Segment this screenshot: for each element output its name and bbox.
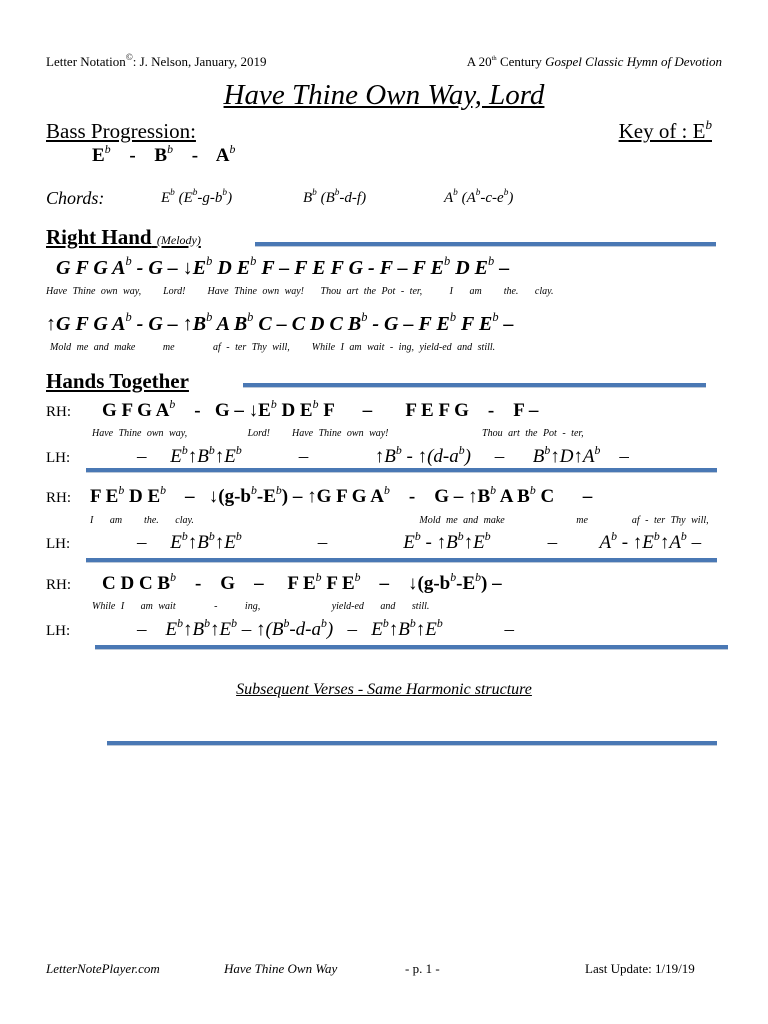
lh-label: LH: (46, 623, 71, 639)
rh-line-2: F $E^b$ D $E^b$ – $↓(g-b^b-E^b)$ – ↑G F G $A^b$ - G – $↑B^b$ A $B^b$ C – (90, 483, 593, 507)
melody-line-1: G F G $A^b$ - G – $↓E^b$ D $E^b$ F – F E F G - F – F $E^b$ D $E^b$ – (56, 254, 510, 279)
header-description (467, 54, 722, 70)
chord-b-flat: $B^b$ $(B^b-d-f)$ (303, 188, 367, 206)
chord-e-flat: $E^b$ $(E^b-g-b^b)$ (161, 188, 233, 206)
subsequent-verses-note: Subsequent Verses - Same Harmonic structure (236, 681, 532, 698)
lyric-row-3: While I am wait - ing, yield-ed and still. (92, 601, 430, 612)
lh-line-1: – $E^b↑B^b↑E^b$ – $↑B^b$ - $↑(d-a^b)$ – $B^b↑D↑A^b$ – (137, 443, 629, 467)
key-label (618, 116, 712, 144)
lh-label: LH: (46, 536, 71, 552)
rh-line-3: C D C $B^b$ - G – F $E^b$ F $E^b$ – $↓(g-b^b-E^b)$ – (102, 570, 502, 594)
chord-a-flat: $A^b$ $(A^b-c-e^b)$ (444, 188, 514, 206)
rh-label: RH: (46, 577, 72, 593)
footer-last-update: Last Update: 1/19/19 (585, 961, 695, 976)
section-rule (255, 242, 716, 246)
copyright-symbol: © (125, 51, 133, 62)
footer-song: Have Thine Own Way (224, 961, 338, 976)
melody-line-2: ↑G F G $A^b$ - G – $↑B^b$ A $B^b$ C – C D C $B^b$ - G – F $E^b$ F $E^b$ – (46, 310, 514, 335)
row-rule (86, 468, 717, 472)
rh-label: RH: (46, 490, 72, 506)
right-hand-heading (46, 225, 201, 250)
page-title: Have Thine Own Way, Lord (223, 79, 545, 111)
row-rule (95, 645, 728, 649)
header-credit (46, 51, 267, 70)
header-century-suffix: th (491, 55, 497, 63)
section-rule (107, 741, 717, 745)
lyric-line-2: Mold me and make me af - ter Thy will, While I am wait - ing, yield-ed and still. (50, 342, 496, 353)
lyric-row-2: I am the. clay. Mold me and make me af - ter Thy will, (90, 515, 709, 526)
right-hand-title: Right Hand (46, 225, 152, 249)
lyric-row-1: Have Thine own way, Lord! Have Thine own way! Thou art the Pot - ter, (92, 428, 584, 439)
lh-label: LH: (46, 450, 71, 466)
section-rule (243, 383, 706, 387)
lh-line-2: – $E^b↑B^b↑E^b$ – $E^b$ - $↑B^b↑E^b$ – $A^b$ - $↑E^b↑A^b$ – (137, 529, 702, 553)
rh-line-1: G F G $A^b$ - G – $↓E^b$ D $E^b$ F – F E F G - F – (102, 397, 539, 421)
footer-page-number: - p. 1 - (405, 961, 440, 976)
key-flat: b (705, 116, 712, 132)
header-author: : J. Nelson, January, 2019 (132, 54, 267, 69)
lh-line-3: – $E^b↑B^b↑E^b$ – $↑(B^b-d-a^b)$ – $E^b↑B^b↑E^b$ – (137, 616, 514, 640)
header-notation-label: Letter Notation (46, 54, 126, 69)
bass-progression-label: Bass Progression: (46, 119, 196, 143)
row-rule (86, 558, 717, 562)
header-century-word: Century (496, 54, 546, 69)
bass-sequence: $E^b - B^b - A^b$ (92, 142, 236, 166)
chords-label: Chords: (46, 188, 105, 208)
footer-site: LetterNotePlayer.com (46, 961, 160, 976)
rh-label: RH: (46, 404, 72, 420)
hands-together-heading: Hands Together (46, 369, 189, 393)
header-genre: Gospel Classic Hymn of Devotion (545, 54, 722, 69)
header-century-number: A 20 (466, 54, 492, 69)
lyric-line-1: Have Thine own way, Lord! Have Thine own way! Thou art the Pot - ter, I am the. clay. (46, 286, 554, 297)
melody-note: (Melody) (156, 233, 201, 247)
key-text: Key of : E (618, 119, 706, 143)
